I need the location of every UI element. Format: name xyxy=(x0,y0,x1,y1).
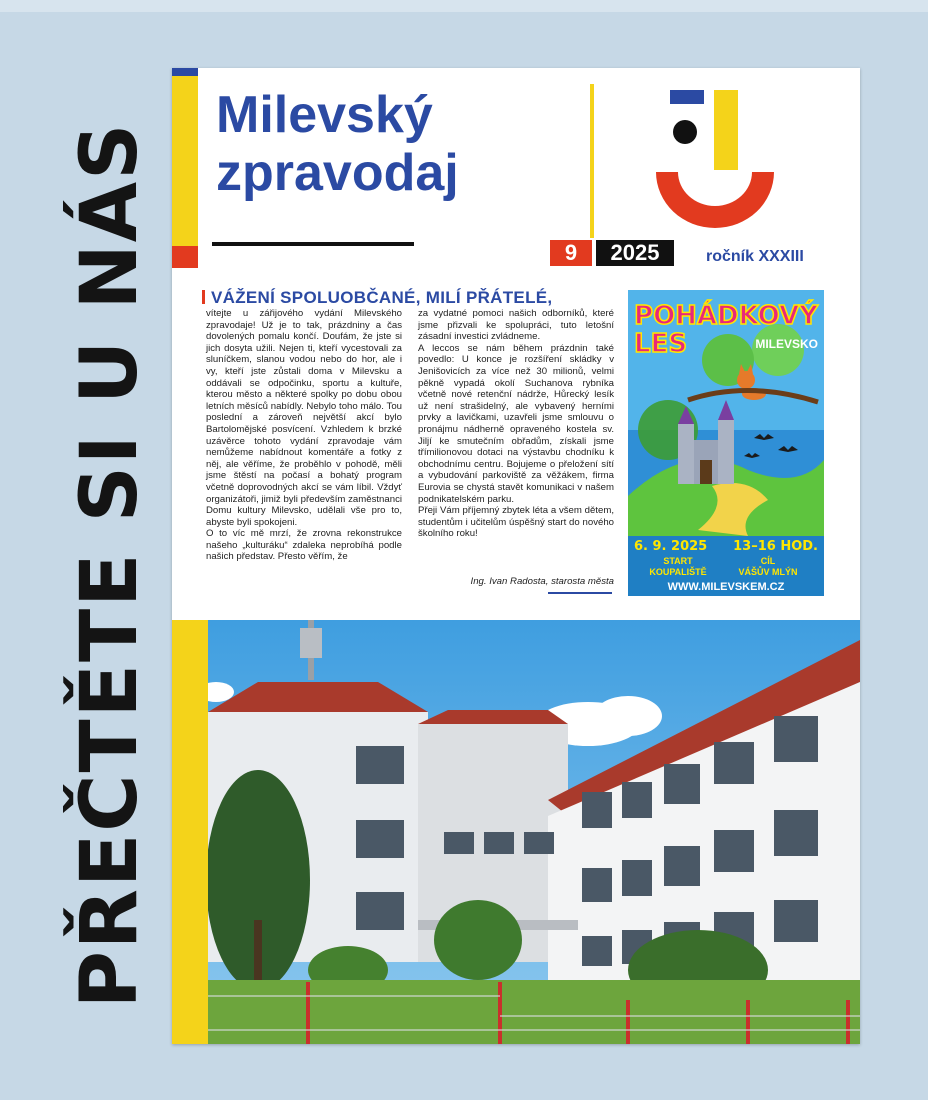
volume-label: ročník XXXIII xyxy=(706,248,804,265)
paragraph: vítejte u zářijového vydání Milevského zpravodaje! Už je to tak, prázdniny a čas dovolených pomalu končí. Doufám, že jste si jich dosyta užili. Nejen ti, kteří vycestovali za sluníčkem, slanou vodou nebo do hor, ale i vy, kteří jste zůstali doma v Milevsku a oddávali se odpočinku, sportu a kultuře, kterou město a některé spolky po dobu obou letních měsíců nabídly. Nebylo toho málo. Tou poslední a zároveň největší akcí bylo Bartolomějské posvícení. Vzhledem k brzké uzávěrce tohoto vydání zpravodaje vám nemůžeme nabídnout komentáře a fotky z něj, ale věříme, že proběhlo v pohodě, měli jsme štěstí na počasí a bohatý program včetně doprovodných akcí se vám líbil. Vždyť organizátoři, jimiž byli především zaměstnanci Domu kultury Milevsko, udělali vše pro to, abyste byli spokojeni. xyxy=(206,308,402,528)
newsletter-title xyxy=(216,86,459,202)
poster-time: 13–16 HOD. xyxy=(733,539,818,554)
issue-year: 2025 xyxy=(596,240,674,266)
article-heading xyxy=(202,288,552,308)
signature-underline xyxy=(548,592,612,594)
title-line-2: zpravodaj xyxy=(216,144,459,202)
article-column-2 xyxy=(418,308,614,540)
poster-website: WWW.MILEVSKEM.CZ xyxy=(667,581,785,593)
side-slogan: PŘEČTĚTE SI U NÁS xyxy=(65,121,155,1009)
paragraph: O to víc mě mrzí, že zrovna rekonstrukce našeho „kulturáku“ zdaleka neprobíhá podle našich představ. Přesto věřím, že xyxy=(206,528,402,563)
newsletter-cover xyxy=(172,68,860,1044)
poster-start-label: START xyxy=(663,556,693,566)
poster-title-2: LES xyxy=(634,329,688,359)
paragraph: A leccos se nám během prázdnin také povedlo: U konce je rozšíření skládky v Jenišovicích za více než 30 milionů, velmi pěkně vypadá okolí Suchanova rybníka včetně nové retenční nádrže, Hůrecký lesík už není strašidelný, ale vybavený herními prvky a lavičkami, uzavřeli jsme smlouvu o pronájmu nádherně opraveného kostela sv. Jiljí ke smutečním obřadům, získali jsme třímilionovou dotaci na výstavbu chodníku k obchodnímu centru. Bojujeme o přeložení sítí a vybudování parkoviště za věžákem, firma Eurovia se chystá stavět komunikaci v našem podnikatelském parku. xyxy=(418,342,614,505)
poster-start-place: KOUPALIŠTĚ xyxy=(649,567,707,577)
title-underline xyxy=(212,242,414,246)
issue-number: 9 xyxy=(550,240,592,266)
poster-finish-place: VÁŠŮV MLÝN xyxy=(738,567,798,577)
event-poster xyxy=(628,290,824,596)
vertical-divider xyxy=(590,84,594,238)
poster-title-1: POHÁDKOVÝ xyxy=(634,301,818,331)
issue-info xyxy=(550,240,674,266)
heading-mark xyxy=(202,290,205,304)
signature: Ing. Ivan Radosta, starosta města xyxy=(470,576,614,587)
school-building-photo xyxy=(208,620,860,1044)
poster-date: 6. 9. 2025 xyxy=(634,539,708,554)
yellow-accent-bar-bottom xyxy=(172,620,208,1044)
poster-finish-label: CÍL xyxy=(760,556,776,566)
red-accent-bar xyxy=(172,246,198,268)
poster-town: MILEVSKO xyxy=(755,337,818,351)
article-heading-text: VÁŽENÍ SPOLUOBČANÉ, MILÍ PŘÁTELÉ, xyxy=(211,288,553,307)
paragraph: za vydatné pomoci našich odborníků, které jsme přizvali ke spolupráci, tuto letošní zásadní investici zvládneme. xyxy=(418,308,614,343)
article-column-1 xyxy=(206,308,402,563)
paragraph: Přeji Vám příjemný zbytek léta a všem dětem, studentům i učitelům úspěšný start do nového školního roku! xyxy=(418,505,614,540)
smile-logo-icon xyxy=(652,88,778,232)
title-line-1: Milevský xyxy=(216,86,433,144)
yellow-accent-bar xyxy=(172,68,198,246)
blue-accent-bar xyxy=(172,68,198,76)
